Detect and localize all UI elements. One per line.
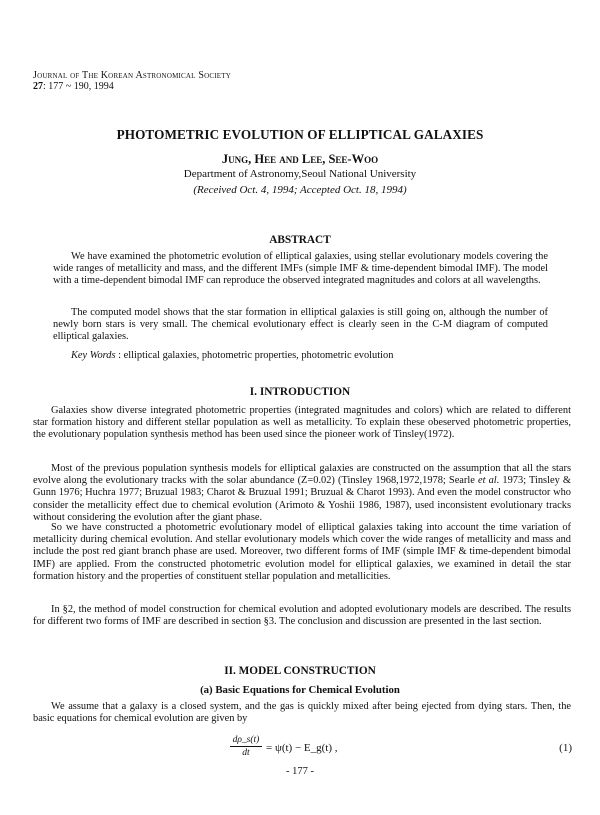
model-construction-heading: II. MODEL CONSTRUCTION (224, 665, 376, 677)
intro-paragraph-2-part-b: 1973; Tinsley & Gunn 1976; Huchra 1977; Bruzual 1983; Charot & Bruzual 1991; Bruzual & Charot 1993). And even the model constructor who consider the metallicity effect due to chemical evolution (Arimoto & Yoshii 1986, 1987), used inconsistent evolutionary tracks without considering the evolution after the giant phase. (33, 475, 571, 523)
equation-fraction (230, 735, 262, 758)
journal-pages: : 177 ~ 190, 1994 (43, 81, 114, 92)
journal-citation (33, 81, 231, 92)
journal-volume: 27 (33, 81, 43, 92)
author-affiliation: Department of Astronomy,Seoul National University (183, 168, 417, 180)
equation-numerator: dρ_s(t) (230, 735, 262, 747)
intro-paragraph-1: Galaxies show diverse integrated photometric properties (integrated magnitudes and colors) which are related to different star formation history and different stellar population as well as metallicity. To explain these obeserved photometric properties, the evolutionary population synthesis method has been used since the pioneer work of Tinsley(1972). (33, 405, 571, 441)
abstract-paragraph-1: We have examined the photometric evolution of elliptical galaxies, using stellar evolutionary models covering the wide ranges of metallicity and mass, and the different IMFs (simple IMF & time-dependent bimodal IMF). The model with a time-dependent bimodal IMF can reproduce the observed integrated magnitudes and colors at all wavelengths. (53, 251, 548, 287)
keywords-text: : elliptical galaxies, photometric properties, photometric evolution (115, 350, 394, 361)
model-paragraph-1: We assume that a galaxy is a closed system, and the gas is quickly mixed after being ejected from dying stars. Then, the basic equations for chemical evolution are given by (33, 701, 571, 725)
equation-right-hand-side: = ψ(t) − E_g(t) , (266, 742, 338, 754)
intro-paragraph-2 (33, 463, 571, 524)
equation-1 (230, 735, 572, 763)
paper-authors: Jung, Hee and Lee, See-Woo (221, 152, 379, 166)
paper-title: PHOTOMETRIC EVOLUTION OF ELLIPTICAL GALAXIES (116, 127, 484, 142)
abstract-paragraph-2: The computed model shows that the star formation in elliptical galaxies is still going on, although the number of newly born stars is very small. The chemical evolutionary effect is clearly seen in the C-M diagram of computed elliptical galaxies. (53, 307, 548, 343)
journal-header (33, 70, 231, 92)
equation-denominator: dt (242, 748, 250, 758)
intro-paragraph-3: So we have constructed a photometric evolutionary model of elliptical galaxies taking into account the time variation of metallicity during chemical evolution. And stellar evolutionary models which cover the wide ranges of metallicity and mass and include the post red giant branch phase are used. Moreover, two different forms of IMF (simple IMF & time-dependent bimodal IMF) are applied. From the constructed photometric evolution model for elliptical galaxies, we examined in detail the star formation history and the properties of constituent stellar population and metallicities. (33, 522, 571, 582)
received-dates: (Received Oct. 4, 1994; Accepted Oct. 18, 1994) (193, 184, 407, 196)
intro-paragraph-2-part-a: Most of the previous population synthesis models for elliptical galaxies are constructed on the assumption that all the stars evolve along the evolutionary tracks with the solar abundance (Z=0.02) (Tinsley 1968,1972,1978; Searle (33, 463, 571, 487)
journal-name: Journal of The Korean Astronomical Society (33, 70, 231, 81)
basic-equations-subheading: (a) Basic Equations for Chemical Evolution (200, 684, 400, 696)
intro-paragraph-4: In §2, the method of model construction for chemical evolution and adopted evolutionary models are described. The results for different two forms of IMF are described in section §3. The conclusion and discussion are presented in the last section. (33, 604, 571, 628)
keywords-label: Key Words (71, 350, 116, 361)
page-number: - 177 - (286, 766, 314, 777)
abstract-heading: ABSTRACT (269, 234, 331, 246)
equation-number: (1) (559, 742, 572, 754)
keywords (53, 350, 548, 361)
et-al: et al. (478, 475, 500, 487)
introduction-heading: I. INTRODUCTION (249, 386, 351, 398)
